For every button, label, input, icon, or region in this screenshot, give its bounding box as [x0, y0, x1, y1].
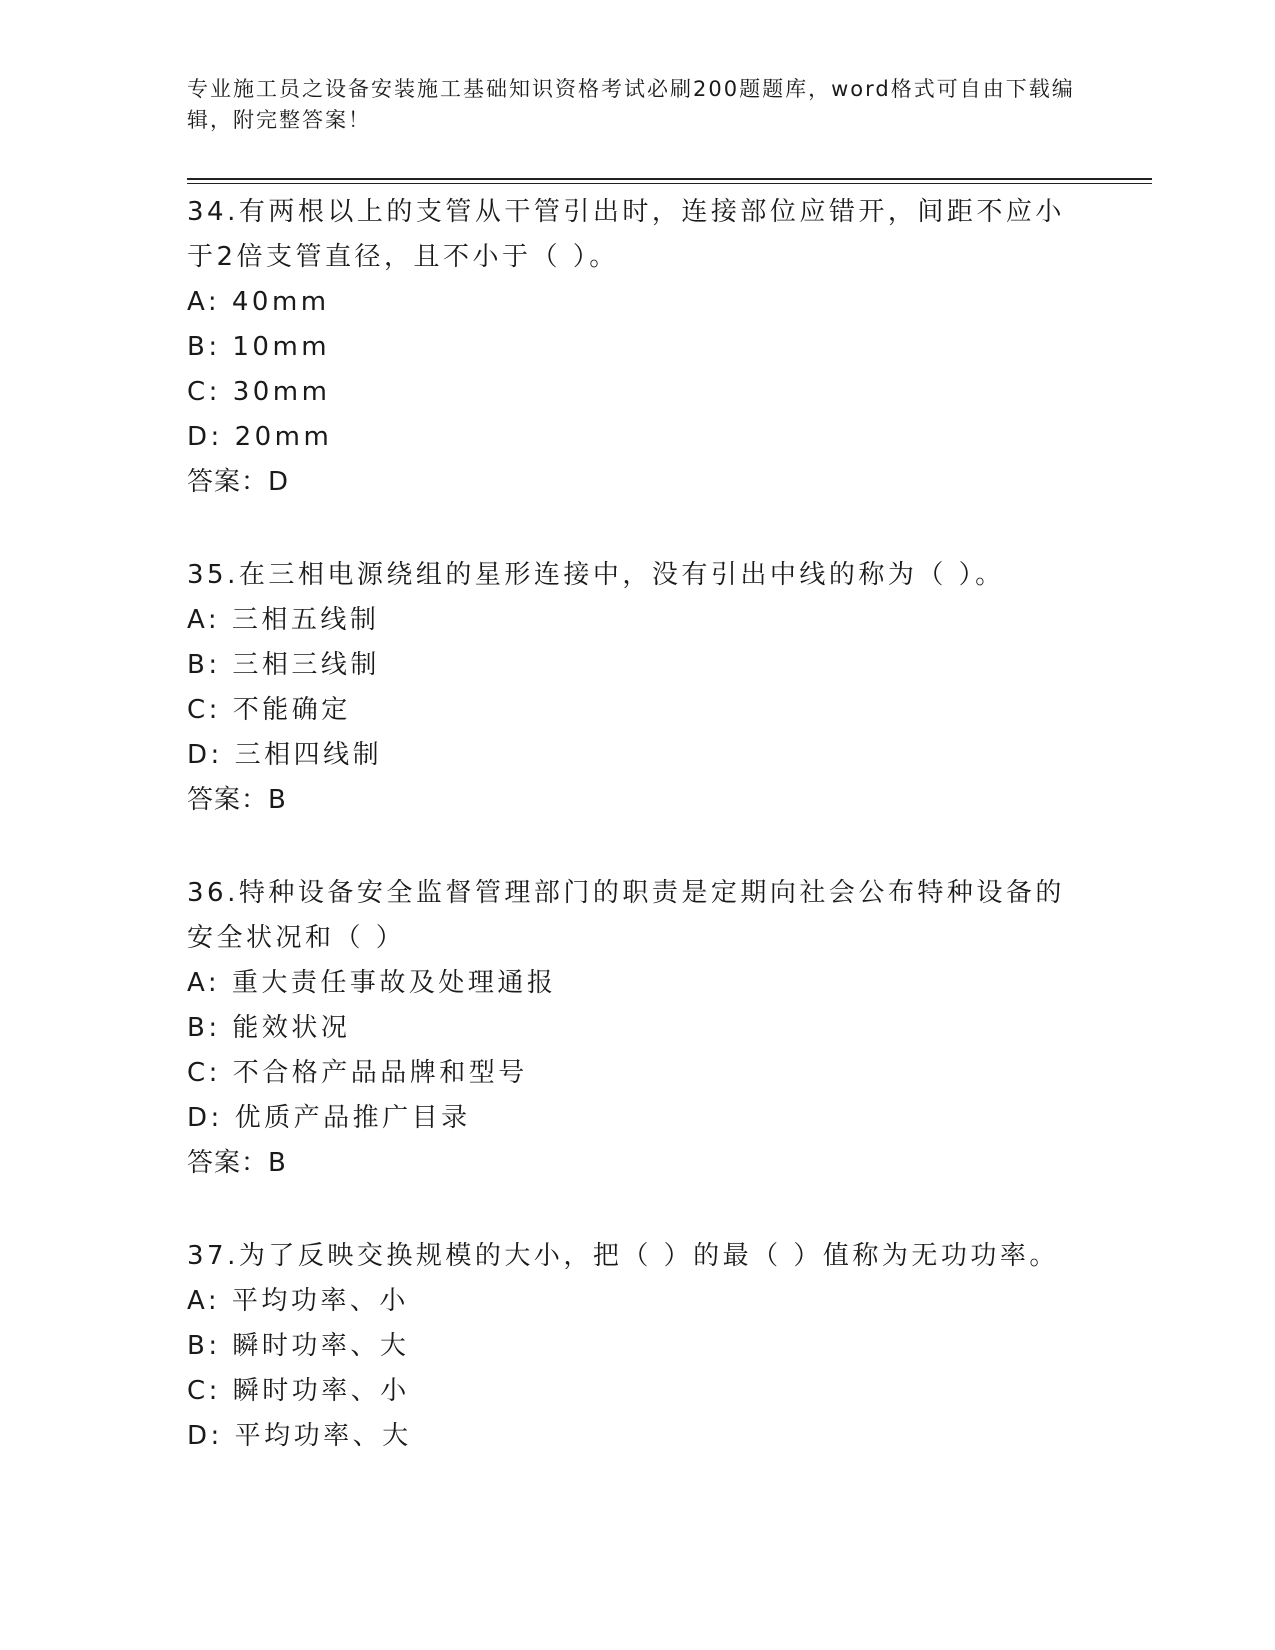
question-stem: 35.在三相电源绕组的星形连接中，没有引出中线的称为（ ）。 [187, 560, 1005, 590]
option-text: 重大责任事故及处理通报 [231, 968, 557, 998]
option-letter: C [187, 377, 209, 407]
document-header: 专业施工员之设备安装施工基础知识资格考试必刷200题题库，word格式可自由下载编辑，附完整答案！ [187, 77, 1075, 132]
option-text: 平均功率、小 [231, 1286, 409, 1316]
option-separator: : [207, 968, 232, 998]
option-a [187, 961, 1087, 1006]
question-35 [187, 553, 1087, 823]
option-separator: : [208, 650, 233, 680]
option-letter: B [187, 1331, 209, 1361]
option-c [187, 1369, 1087, 1414]
option-separator: : [210, 422, 235, 452]
header-rule-thick [187, 178, 1152, 180]
option-letter: B [187, 1013, 209, 1043]
option-a [187, 598, 1087, 643]
option-separator: : [210, 740, 235, 770]
option-separator: : [208, 377, 233, 407]
option-text: 10mm [232, 332, 331, 362]
option-separator: : [207, 1286, 232, 1316]
option-letter: B [187, 332, 209, 362]
option-c [187, 370, 1087, 415]
option-text: 优质产品推广目录 [234, 1103, 471, 1133]
option-b [187, 325, 1087, 370]
option-letter: D [187, 1421, 211, 1451]
option-b [187, 1324, 1087, 1369]
answer-line [187, 460, 1087, 505]
answer-label: 答案： [187, 467, 269, 497]
header-rule-thin [187, 183, 1152, 184]
option-separator: : [208, 1013, 233, 1043]
option-d [187, 1414, 1087, 1459]
option-c [187, 1051, 1087, 1096]
option-letter: A [187, 287, 208, 317]
option-text: 30mm [232, 377, 331, 407]
option-separator: : [210, 1103, 235, 1133]
option-letter: A [187, 605, 208, 635]
option-separator: : [207, 605, 232, 635]
option-letter: C [187, 1376, 209, 1406]
answer-value: B [268, 785, 287, 815]
option-text: 40mm [231, 287, 330, 317]
option-separator: : [208, 1331, 233, 1361]
option-letter: D [187, 1103, 211, 1133]
option-text: 三相三线制 [232, 650, 380, 680]
option-d [187, 733, 1087, 778]
answer-line [187, 778, 1087, 823]
question-stem: 34.有两根以上的支管从干管引出时，连接部位应错开，间距不应小于2倍支管直径，且不小于（ ）。 [187, 197, 1065, 272]
question-stem: 37.为了反映交换规模的大小，把（ ）的最（ ）值称为无功功率。 [187, 1241, 1059, 1271]
answer-label: 答案： [187, 785, 269, 815]
option-letter: D [187, 740, 211, 770]
option-a [187, 1279, 1087, 1324]
option-separator: : [208, 332, 233, 362]
option-separator: : [208, 695, 233, 725]
option-text: 平均功率、大 [234, 1421, 412, 1451]
answer-value: D [268, 467, 290, 497]
option-text: 能效状况 [232, 1013, 351, 1043]
option-letter: C [187, 1058, 209, 1088]
option-letter: D [187, 422, 211, 452]
option-text: 不合格产品品牌和型号 [232, 1058, 528, 1088]
option-separator: : [207, 287, 232, 317]
option-letter: A [187, 1286, 208, 1316]
option-separator: : [210, 1421, 235, 1451]
option-c [187, 688, 1087, 733]
question-37 [187, 1234, 1087, 1459]
option-letter: A [187, 968, 208, 998]
answer-label: 答案： [187, 1148, 269, 1178]
option-text: 瞬时功率、大 [232, 1331, 410, 1361]
option-separator: : [208, 1376, 233, 1406]
answer-line [187, 1141, 1087, 1186]
option-a [187, 280, 1087, 325]
question-list [187, 190, 1087, 1507]
option-letter: C [187, 695, 209, 725]
option-d [187, 415, 1087, 460]
option-d [187, 1096, 1087, 1141]
question-34 [187, 190, 1087, 505]
option-text: 20mm [234, 422, 333, 452]
option-separator: : [208, 1058, 233, 1088]
question-36 [187, 871, 1087, 1186]
question-stem: 36.特种设备安全监督管理部门的职责是定期向社会公布特种设备的安全状况和（ ） [187, 878, 1065, 953]
option-letter: B [187, 650, 209, 680]
option-text: 瞬时功率、小 [232, 1376, 410, 1406]
option-text: 三相五线制 [231, 605, 380, 635]
option-b [187, 643, 1087, 688]
option-text: 不能确定 [232, 695, 351, 725]
answer-value: B [268, 1148, 287, 1178]
option-text: 三相四线制 [234, 740, 383, 770]
option-b [187, 1006, 1087, 1051]
